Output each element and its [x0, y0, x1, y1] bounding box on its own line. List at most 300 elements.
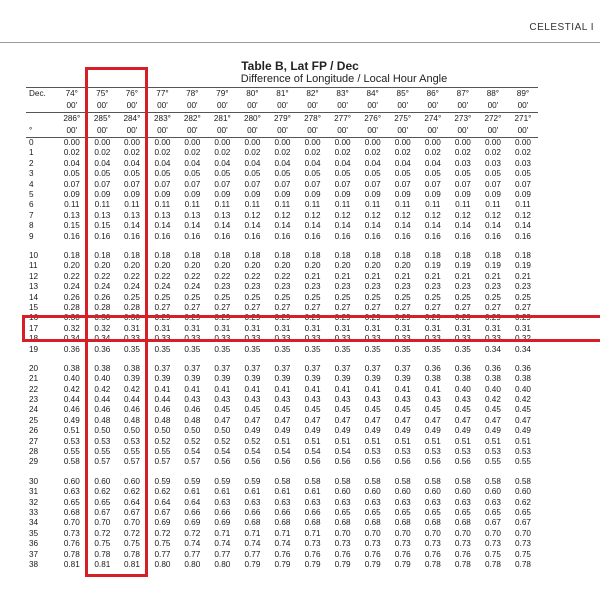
value-cell: 0.76 — [454, 549, 471, 559]
value-cell: 0.66 — [304, 507, 321, 517]
value-cell: 0.00 — [244, 138, 261, 148]
value-cell: 0.63 — [454, 497, 471, 507]
value-cell: 0.03 — [454, 158, 471, 168]
value-cell: 0.35 — [214, 344, 231, 354]
value-cell: 0.37 — [147, 364, 177, 374]
value-cell: 0.02 — [334, 148, 351, 158]
header-cell: 79° — [207, 88, 237, 101]
value-cell: 0.27 — [484, 302, 501, 312]
value-cell: 0.39 — [304, 374, 321, 384]
value-cell: 0.09 — [304, 190, 321, 200]
value-cell: 0.02 — [394, 148, 411, 158]
value-cell: 0.26 — [87, 292, 117, 302]
dec-cell: 12 — [29, 271, 39, 281]
value-cell: 0.12 — [304, 210, 321, 220]
value-cell: 0.04 — [87, 159, 117, 169]
value-cell: 0.56 — [334, 457, 351, 467]
value-cell: 0.13 — [123, 210, 140, 220]
value-cell: 0.63 — [63, 487, 80, 497]
value-cell: 0.12 — [484, 210, 501, 220]
value-cell: 0.50 — [147, 426, 177, 436]
value-cell: 0.30 — [63, 313, 80, 323]
value-cell: 0.04 — [274, 158, 291, 168]
value-cell: 0.59 — [147, 477, 177, 487]
value-cell: 0.14 — [334, 221, 351, 231]
value-cell: 0.29 — [244, 313, 261, 323]
value-cell: 0.71 — [214, 528, 231, 538]
table-row — [26, 549, 538, 559]
value-cell: 0.25 — [304, 292, 321, 302]
value-cell: 0.39 — [364, 374, 381, 384]
value-cell: 0.12 — [274, 210, 291, 220]
value-cell: 0.02 — [147, 148, 177, 158]
value-cell: 0.50 — [184, 426, 201, 436]
value-cell: 0.43 — [424, 395, 441, 405]
value-cell: 0.05 — [394, 169, 411, 179]
value-cell: 0.43 — [274, 395, 291, 405]
value-cell: 0.35 — [394, 344, 411, 354]
value-cell: 0.35 — [304, 344, 321, 354]
value-cell: 0.39 — [123, 374, 140, 384]
value-cell: 0.67 — [123, 507, 140, 517]
table-row — [26, 529, 538, 539]
value-cell: 0.81 — [63, 559, 80, 569]
table-row — [26, 344, 538, 354]
table-row — [26, 477, 538, 487]
value-cell: 0.25 — [424, 292, 441, 302]
value-cell: 0.18 — [123, 251, 140, 260]
value-cell: 0.81 — [123, 559, 140, 569]
header-cell: 00' — [267, 125, 297, 138]
value-cell: 0.04 — [364, 158, 381, 168]
value-cell: 0.09 — [274, 190, 291, 200]
value-cell: 0.05 — [484, 169, 501, 179]
header-cell: 00' — [328, 125, 358, 138]
value-cell: 0.33 — [424, 334, 441, 344]
value-cell: 0.61 — [214, 487, 231, 497]
value-cell: 0.37 — [214, 363, 231, 373]
value-cell: 0.09 — [484, 190, 501, 200]
value-cell: 0.45 — [214, 405, 231, 415]
value-cell: 0.22 — [147, 272, 177, 282]
value-cell: 0.29 — [364, 313, 381, 323]
value-cell: 0.73 — [334, 539, 351, 549]
value-cell: 0.48 — [147, 416, 177, 426]
value-cell: 0.41 — [184, 384, 201, 394]
value-cell: 0.27 — [214, 302, 231, 312]
dec-cell: 17 — [29, 323, 39, 333]
value-cell: 0.70 — [334, 528, 351, 538]
dec-header-cell: ° — [26, 125, 57, 138]
header-cell: 00' — [207, 125, 237, 138]
dec-cell: 10 — [29, 251, 39, 260]
value-cell: 0.70 — [454, 528, 471, 538]
value-cell: 0.05 — [274, 169, 291, 179]
value-cell: 0.33 — [147, 334, 177, 344]
value-cell: 0.79 — [274, 559, 291, 569]
value-cell: 0.68 — [424, 518, 441, 528]
value-cell: 0.62 — [515, 497, 531, 507]
value-cell: 0.05 — [147, 169, 177, 179]
value-cell: 0.51 — [274, 436, 291, 446]
header-cell: 277° — [334, 113, 352, 123]
value-cell: 0.75 — [87, 539, 117, 549]
group-spacer — [26, 242, 538, 251]
table-row — [26, 272, 538, 282]
value-cell: 0.28 — [123, 302, 140, 312]
value-cell: 0.31 — [123, 323, 140, 333]
value-cell: 0.00 — [184, 138, 201, 148]
value-cell: 0.49 — [334, 426, 351, 436]
value-cell: 0.11 — [304, 200, 321, 210]
value-cell: 0.00 — [147, 138, 177, 149]
value-cell: 0.39 — [244, 374, 261, 384]
value-cell: 0.23 — [394, 282, 411, 292]
value-cell: 0.25 — [334, 292, 351, 302]
value-cell: 0.07 — [484, 179, 501, 189]
table-row — [26, 416, 538, 426]
value-cell: 0.67 — [484, 518, 501, 528]
dec-cell: 28 — [29, 447, 39, 457]
value-cell: 0.09 — [244, 190, 261, 200]
dec-cell: 18 — [29, 334, 39, 344]
value-cell: 0.07 — [515, 179, 531, 189]
value-cell: 0.36 — [424, 363, 441, 373]
value-cell: 0.72 — [184, 528, 201, 538]
value-cell: 0.27 — [364, 302, 381, 312]
value-cell: 0.31 — [515, 323, 531, 333]
value-cell: 0.20 — [87, 261, 117, 271]
dec-cell: 21 — [29, 374, 39, 384]
value-cell: 0.53 — [484, 447, 501, 457]
value-cell: 0.52 — [184, 436, 201, 446]
header-cell: 275° — [394, 113, 412, 123]
value-cell: 0.44 — [147, 395, 177, 405]
value-cell: 0.71 — [274, 528, 291, 538]
value-cell: 0.52 — [244, 436, 261, 446]
value-cell: 0.61 — [274, 487, 291, 497]
value-cell: 0.74 — [274, 539, 291, 549]
value-cell: 0.21 — [515, 271, 531, 281]
value-cell: 0.56 — [394, 457, 411, 467]
value-cell: 0.49 — [364, 426, 381, 436]
value-cell: 0.18 — [214, 251, 231, 260]
value-cell: 0.79 — [334, 559, 351, 569]
value-cell: 0.20 — [63, 261, 80, 271]
value-cell: 0.04 — [304, 158, 321, 168]
header-lha-minutes — [26, 100, 538, 113]
value-cell: 0.21 — [424, 271, 441, 281]
value-cell: 0.29 — [424, 313, 441, 323]
value-cell: 0.39 — [394, 374, 411, 384]
value-cell: 0.73 — [424, 539, 441, 549]
value-cell: 0.68 — [63, 507, 80, 517]
value-cell: 0.05 — [304, 169, 321, 179]
value-cell: 0.14 — [274, 221, 291, 231]
value-cell: 0.29 — [484, 313, 501, 323]
header-cell: 78° — [177, 88, 207, 101]
value-cell: 0.45 — [394, 405, 411, 415]
value-cell: 0.02 — [214, 148, 231, 158]
value-cell: 0.34 — [515, 344, 531, 354]
value-cell: 0.59 — [184, 476, 201, 486]
value-cell: 0.20 — [123, 261, 140, 271]
value-cell: 0.74 — [214, 539, 231, 549]
value-cell: 0.24 — [184, 282, 201, 292]
value-cell: 0.64 — [184, 497, 201, 507]
value-cell: 0.31 — [394, 323, 411, 333]
value-cell: 0.05 — [184, 169, 201, 179]
value-cell: 0.27 — [515, 302, 531, 312]
dec-cell: 34 — [29, 518, 39, 528]
value-cell: 0.32 — [87, 324, 117, 334]
value-cell: 0.09 — [214, 190, 231, 200]
value-cell: 0.42 — [63, 384, 80, 394]
value-cell: 0.11 — [395, 200, 411, 210]
value-cell: 0.58 — [515, 476, 531, 486]
value-cell: 0.63 — [274, 497, 291, 507]
value-cell: 0.16 — [244, 231, 261, 241]
value-cell: 0.53 — [515, 447, 531, 457]
value-cell: 0.50 — [87, 426, 117, 436]
value-cell: 0.53 — [454, 447, 471, 457]
value-cell: 0.38 — [87, 364, 117, 374]
header-cell: 00' — [57, 125, 87, 138]
header-cell: 285° — [87, 113, 117, 126]
value-cell: 0.78 — [454, 559, 471, 569]
header-cell: 282° — [183, 113, 201, 123]
header-cell: 89° — [508, 88, 538, 101]
value-cell: 0.28 — [63, 302, 80, 312]
value-cell: 0.42 — [484, 395, 501, 405]
value-cell: 0.80 — [184, 559, 201, 569]
value-cell: 0.52 — [147, 437, 177, 447]
value-cell: 0.58 — [304, 476, 321, 486]
value-cell: 0.33 — [364, 334, 381, 344]
value-cell: 0.65 — [454, 507, 471, 517]
value-cell: 0.62 — [147, 487, 177, 497]
value-cell: 0.58 — [454, 476, 471, 486]
value-cell: 0.44 — [123, 395, 140, 405]
table-row — [26, 303, 538, 313]
value-cell: 0.45 — [334, 405, 351, 415]
header-cell: 00' — [358, 125, 388, 138]
value-cell: 0.63 — [394, 497, 411, 507]
value-cell: 0.65 — [484, 507, 501, 517]
value-cell: 0.76 — [63, 539, 80, 549]
value-cell: 0.48 — [87, 416, 117, 426]
value-cell: 0.49 — [454, 426, 471, 436]
value-cell: 0.47 — [364, 415, 381, 425]
dec-cell: 27 — [29, 436, 39, 446]
value-cell: 0.66 — [274, 507, 291, 517]
value-cell: 0.45 — [304, 405, 321, 415]
value-cell: 0.09 — [87, 190, 117, 200]
value-cell: 0.56 — [454, 457, 471, 467]
value-cell: 0.42 — [87, 385, 117, 395]
value-cell: 0.41 — [334, 384, 351, 394]
table-row — [26, 148, 538, 158]
value-cell: 0.38 — [424, 374, 441, 384]
value-cell: 0.30 — [87, 313, 117, 323]
value-cell: 0.58 — [274, 476, 291, 486]
value-cell: 0.29 — [274, 313, 291, 323]
value-cell: 0.31 — [454, 323, 471, 333]
value-cell: 0.11 — [425, 200, 441, 210]
value-cell: 0.56 — [214, 457, 231, 467]
value-cell: 0.07 — [364, 179, 381, 189]
value-cell: 0.39 — [184, 374, 201, 384]
value-cell: 0.03 — [515, 158, 531, 168]
value-cell: 0.14 — [123, 221, 140, 231]
table-row — [26, 426, 538, 436]
header-cell: 00' — [177, 100, 207, 113]
value-cell: 0.57 — [87, 457, 117, 467]
value-cell: 0.56 — [304, 457, 321, 467]
value-cell: 0.18 — [334, 251, 351, 260]
value-cell: 0.72 — [87, 529, 117, 539]
value-cell: 0.23 — [214, 282, 231, 292]
value-cell: 0.14 — [244, 221, 261, 231]
value-cell: 0.16 — [274, 231, 291, 241]
value-cell: 0.46 — [123, 405, 140, 415]
value-cell: 0.18 — [63, 251, 80, 260]
value-cell: 0.07 — [304, 179, 321, 189]
value-cell: 0.29 — [304, 313, 321, 323]
value-cell: 0.37 — [394, 363, 411, 373]
value-cell: 0.41 — [364, 384, 381, 394]
value-cell: 0.70 — [424, 528, 441, 538]
value-cell: 0.65 — [364, 507, 381, 517]
value-cell: 0.14 — [364, 221, 381, 231]
value-cell: 0.16 — [394, 231, 411, 241]
value-cell: 0.51 — [484, 436, 501, 446]
value-cell: 0.40 — [87, 374, 117, 384]
value-cell: 0.15 — [87, 221, 117, 231]
header-cell: 283° — [147, 113, 177, 126]
value-cell: 0.25 — [147, 292, 177, 302]
value-cell: 0.16 — [63, 231, 80, 241]
value-cell: 0.56 — [364, 457, 381, 467]
value-cell: 0.45 — [274, 405, 291, 415]
value-cell: 0.49 — [484, 426, 501, 436]
value-cell: 0.19 — [484, 261, 501, 271]
value-cell: 0.09 — [364, 190, 381, 200]
value-cell: 0.20 — [214, 261, 231, 271]
header-cell: 00' — [117, 100, 147, 113]
page-header — [0, 0, 600, 43]
value-cell: 0.79 — [244, 559, 261, 569]
header-cell: 00' — [478, 125, 508, 138]
value-cell: 0.78 — [63, 549, 80, 559]
header-cell: 00' — [508, 125, 538, 138]
table-row — [26, 385, 538, 395]
header-lha-degrees — [26, 88, 538, 101]
value-cell: 0.41 — [244, 384, 261, 394]
group-spacer — [26, 355, 538, 364]
value-cell: 0.65 — [63, 497, 80, 507]
value-cell: 0.64 — [147, 498, 177, 508]
dec-cell: 13 — [29, 282, 39, 292]
header-cell: 271° — [514, 113, 532, 123]
value-cell: 0.16 — [515, 231, 531, 241]
value-cell: 0.18 — [515, 251, 531, 260]
header-cell: 00' — [388, 125, 418, 138]
value-cell: 0.11 — [87, 200, 117, 210]
value-cell: 0.27 — [454, 302, 471, 312]
value-cell: 0.21 — [334, 271, 351, 281]
value-cell: 0.34 — [63, 334, 80, 344]
dec-cell: 24 — [29, 405, 39, 415]
value-cell: 0.11 — [64, 200, 80, 210]
value-cell: 0.57 — [184, 457, 201, 467]
value-cell: 0.70 — [394, 528, 411, 538]
value-cell: 0.31 — [304, 323, 321, 333]
value-cell: 0.04 — [214, 158, 231, 168]
value-cell: 0.00 — [274, 138, 291, 148]
value-cell: 0.20 — [244, 261, 261, 271]
header-cell: 80° — [237, 88, 267, 101]
value-cell: 0.47 — [244, 415, 261, 425]
value-cell: 0.14 — [304, 221, 321, 231]
value-cell: 0.14 — [394, 221, 411, 231]
dec-cell: 6 — [29, 200, 34, 210]
table-row — [26, 211, 538, 221]
value-cell: 0.75 — [123, 539, 140, 549]
value-cell: 0.27 — [147, 303, 177, 313]
value-cell: 0.47 — [304, 415, 321, 425]
dec-header-cell — [26, 100, 57, 113]
value-cell: 0.63 — [484, 497, 501, 507]
value-cell: 0.29 — [147, 313, 177, 323]
value-cell: 0.49 — [244, 426, 261, 436]
value-cell: 0.11 — [214, 200, 230, 210]
header-cell: 280° — [243, 113, 261, 123]
value-cell: 0.38 — [63, 363, 80, 373]
value-cell: 0.57 — [123, 457, 140, 467]
value-cell: 0.68 — [454, 518, 471, 528]
value-cell: 0.60 — [63, 476, 80, 486]
value-cell: 0.05 — [87, 169, 117, 179]
table-row — [26, 169, 538, 179]
running-header-text: CELESTIAL I — [529, 22, 594, 33]
value-cell: 0.22 — [214, 271, 231, 281]
dec-cell: 0 — [29, 138, 34, 148]
dec-cell: 16 — [29, 313, 39, 323]
value-cell: 0.02 — [244, 148, 261, 158]
dec-cell: 14 — [29, 292, 39, 302]
dec-header-cell: Dec. — [26, 88, 57, 101]
value-cell: 0.35 — [454, 344, 471, 354]
value-cell: 0.37 — [364, 363, 381, 373]
value-cell: 0.44 — [63, 395, 80, 405]
value-cell: 0.76 — [364, 549, 381, 559]
value-cell: 0.07 — [334, 179, 351, 189]
value-cell: 0.65 — [87, 498, 117, 508]
value-cell: 0.18 — [87, 251, 117, 261]
value-cell: 0.33 — [304, 334, 321, 344]
value-cell: 0.53 — [123, 436, 140, 446]
value-cell: 0.20 — [304, 261, 321, 271]
value-cell: 0.14 — [515, 221, 531, 231]
value-cell: 0.23 — [424, 282, 441, 292]
value-cell: 0.45 — [244, 405, 261, 415]
value-cell: 0.31 — [274, 323, 291, 333]
value-cell: 0.21 — [364, 271, 381, 281]
header-cell: 76° — [117, 88, 147, 101]
value-cell: 0.05 — [63, 169, 80, 179]
value-cell: 0.16 — [364, 231, 381, 241]
